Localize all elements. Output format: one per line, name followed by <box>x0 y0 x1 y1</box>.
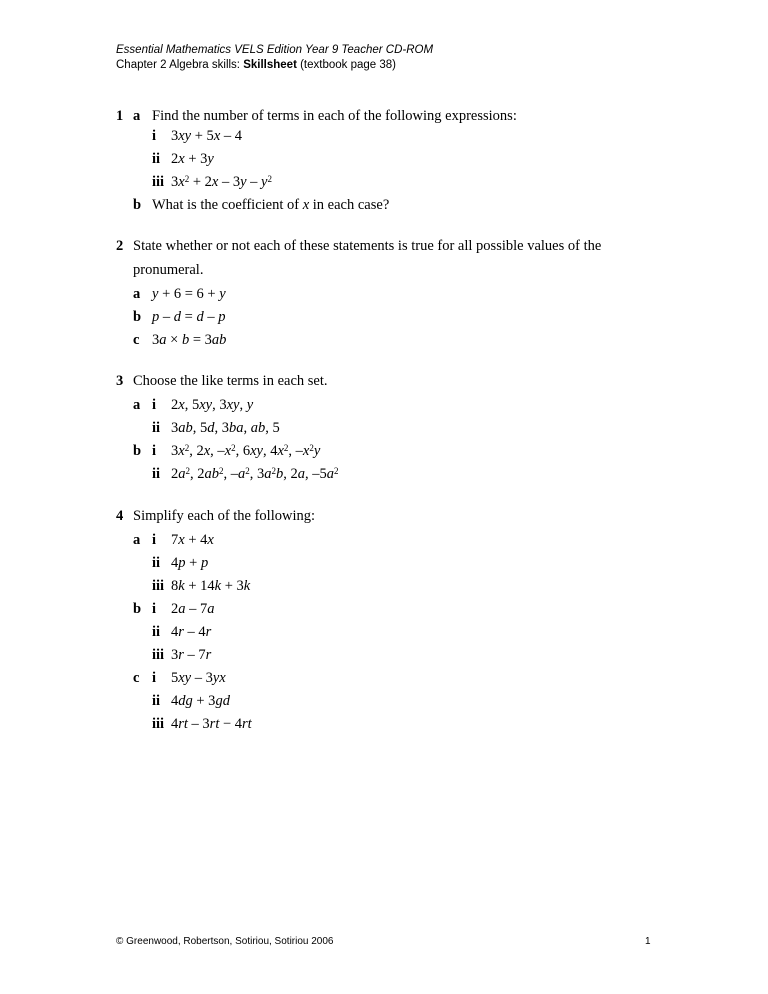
header-subtitle <box>116 58 396 72</box>
question-3a-i-label: i <box>152 397 157 413</box>
footer-copyright: © Greenwood, Robertson, Sotiriou, Sotiriou 2006 <box>116 936 334 947</box>
question-3a-ii-set: 3ab, 5d, 3ba, ab, 5 <box>171 420 280 436</box>
question-4b-label: b <box>133 601 142 617</box>
question-2c-label: c <box>133 332 140 348</box>
question-3a-label: a <box>133 397 141 413</box>
question-1-number: 1 <box>116 108 124 124</box>
question-3b-i-label: i <box>152 443 157 459</box>
question-3b-i-set: $3x^2$, 2x, $-x^2$, 6xy, $4x^2$, $-x^2y$ <box>171 443 321 459</box>
question-2-text-line2: pronumeral. <box>133 262 204 278</box>
question-4c-ii-expr: 4dg + 3gd <box>171 693 230 709</box>
question-1a-text: Find the number of terms in each of the following expressions: <box>152 108 517 124</box>
question-1b-label: b <box>133 197 142 213</box>
question-4b-i-expr: 2a – 7a <box>171 601 215 617</box>
question-4a-iii-label: iii <box>152 578 165 594</box>
question-4c-ii-label: ii <box>152 693 161 709</box>
question-2a-label: a <box>133 286 141 302</box>
question-4c-iii-expr: 4rt – 3rt − 4rt <box>171 716 252 732</box>
header-chapter: Chapter 2 Algebra skills: <box>116 59 244 71</box>
question-2a-expr: y + 6 = 6 + y <box>152 286 226 302</box>
question-4b-ii-label: ii <box>152 624 161 640</box>
question-4c-i-label: i <box>152 670 157 686</box>
question-3b-ii-label: ii <box>152 466 161 482</box>
question-1a-i-label: i <box>152 128 157 144</box>
question-2b-label: b <box>133 309 142 325</box>
question-4b-iii-label: iii <box>152 647 165 663</box>
question-3b-ii-set: $2a^2$, $2ab^2$, $-a^2$, $3a^2b$, 2a, $-5a^2$ <box>171 466 339 482</box>
question-4b-i-label: i <box>152 601 157 617</box>
question-4a-ii-label: ii <box>152 555 161 571</box>
question-4a-i-label: i <box>152 532 157 548</box>
header-title: Essential Mathematics VELS Edition Year 9 Teacher CD-ROM <box>116 44 434 56</box>
question-4a-label: a <box>133 532 141 548</box>
question-2b-expr: p – d = d – p <box>152 309 226 325</box>
question-2-number: 2 <box>116 238 124 254</box>
question-4a-ii-expr: 4p + p <box>171 555 209 571</box>
question-1b-text: What is the coefficient of x in each case? <box>152 197 390 213</box>
question-4c-iii-label: iii <box>152 716 165 732</box>
question-1a-i-expr: 3xy + 5x – 4 <box>171 128 242 144</box>
question-1a-ii-expr: 2x + 3y <box>171 151 214 167</box>
question-1a-label: a <box>133 108 141 124</box>
question-2-text-line1: State whether or not each of these statements is true for all possible values of the <box>133 238 602 254</box>
question-1a-iii-expr: $3x^2 + 2x - 3y - y^2$ <box>171 174 272 190</box>
page-number: 1 <box>645 936 651 947</box>
question-4-number: 4 <box>116 508 124 524</box>
question-4c-i-expr: 5xy – 3yx <box>171 670 226 686</box>
question-1a-ii-label: ii <box>152 151 161 167</box>
question-3a-i-set: 2x, 5xy, 3xy, y <box>171 397 254 413</box>
header-skillsheet: Skillsheet <box>243 59 297 71</box>
question-3-text: Choose the like terms in each set. <box>133 373 328 389</box>
header-page-ref: (textbook page 38) <box>296 59 396 71</box>
question-4-text: Simplify each of the following: <box>133 508 316 524</box>
question-3b-label: b <box>133 443 142 459</box>
question-4b-ii-expr: 4r – 4r <box>171 624 212 640</box>
question-4c-label: c <box>133 670 140 686</box>
question-3a-ii-label: ii <box>152 420 161 436</box>
question-4b-iii-expr: 3r – 7r <box>171 647 212 663</box>
question-1a-iii-label: iii <box>152 174 165 190</box>
question-4a-iii-expr: 8k + 14k + 3k <box>171 578 251 594</box>
question-3-number: 3 <box>116 373 124 389</box>
question-4a-i-expr: 7x + 4x <box>171 532 214 548</box>
question-2c-expr: 3a × b = 3ab <box>152 332 227 348</box>
